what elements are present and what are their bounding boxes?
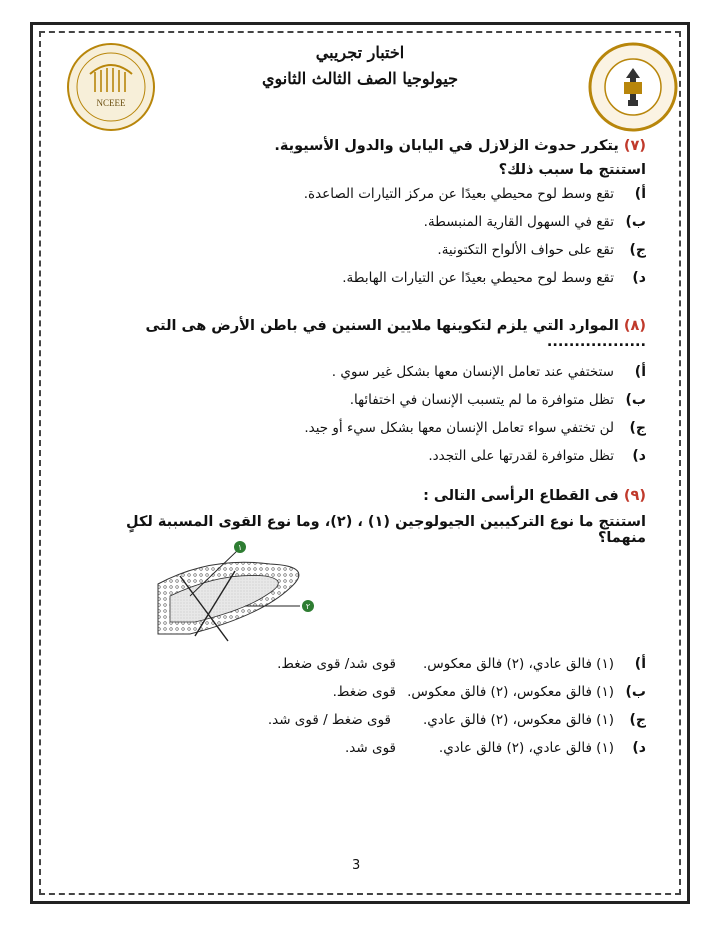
question-9-number: (٩) <box>623 488 646 504</box>
label-1-text: ١ <box>237 543 243 552</box>
question-7-head <box>86 138 646 154</box>
option-8b[interactable]: ب) تظل متوافرة ما لم يتسبب الإنسان في اختفائها. <box>349 392 646 408</box>
option-8a[interactable]: أ) ستختفي عند تعامل الإنسان معها بشكل غير سوي . <box>331 364 646 380</box>
question-9-options <box>76 656 646 768</box>
question-9-head <box>76 488 646 504</box>
option-9c[interactable]: ج) (١) فالق معكوس، (٢) فالق عادي. قوى ضغط / قوى شد. <box>267 712 646 728</box>
option-9d-force: قوى شد. <box>345 740 396 756</box>
exam-header <box>230 40 490 92</box>
option-9a[interactable]: أ) (١) فالق عادي، (٢) فالق معكوس. قوى شد/ قوى ضغط. <box>277 656 646 672</box>
question-7-text: يتكرر حدوث الزلازل في اليابان والدول الأسيوية. <box>274 138 619 154</box>
option-9b[interactable]: ب) (١) فالق معكوس، (٢) فالق معكوس. قوى ضغط. <box>332 684 646 700</box>
option-9d[interactable]: د) (١) فالق عادي، (٢) فالق عادي. قوى شد. <box>345 740 646 756</box>
exam-title: اختبار تجريبي <box>315 43 405 62</box>
question-7 <box>86 138 646 298</box>
option-8d[interactable]: د) تظل متوافرة لقدرتها على التجدد. <box>428 448 646 464</box>
nceee-logo-text: NCEEE <box>96 98 126 108</box>
option-8c[interactable]: ج) لن تختفي سواء تعامل الإنسان معها بشكل سيء أو جيد. <box>304 420 646 436</box>
option-9b-force: قوى ضغط. <box>332 684 396 700</box>
option-9a-force: قوى شد/ قوى ضغط. <box>277 656 396 672</box>
question-7-prompt: استنتج ما سبب ذلك؟ <box>498 162 646 178</box>
option-7c[interactable]: ج) تقع على حواف الألواح التكتونية. <box>437 242 646 258</box>
label-2-text: ٢ <box>305 602 311 611</box>
option-7a[interactable]: أ) تقع وسط لوح محيطي بعيدًا عن مركز التيارات الصاعدة. <box>303 186 646 202</box>
option-9c-force: قوى ضغط / قوى شد. <box>267 712 391 728</box>
question-8-text: الموارد التي يلزم لتكوينها ملايين السنين في باطن الأرض هى التى .................. <box>145 318 646 350</box>
page-number: 3 <box>352 858 361 873</box>
question-9-text: فى القطاع الرأسى التالى : <box>423 488 619 504</box>
geological-section-diagram <box>150 536 340 644</box>
nceee-logo <box>66 42 156 132</box>
question-8-number: (٨) <box>623 318 646 334</box>
question-8 <box>76 318 646 476</box>
question-9-prompt: استنتج ما نوع التركيبين الجيولوجين (١) ، (٢)، وما نوع القوى المسببة لكلٍ منهما؟ <box>126 514 646 546</box>
ministry-logo <box>588 42 678 132</box>
option-7b[interactable]: ب) تقع في السهول القارية المنبسطة. <box>423 214 646 230</box>
question-8-head <box>76 318 646 350</box>
question-7-number: (٧) <box>623 138 646 154</box>
option-7d[interactable]: د) تقع وسط لوح محيطي بعيدًا عن التيارات الهابطة. <box>342 270 646 286</box>
exam-subject: جيولوجيا الصف الثالث الثانوي <box>261 69 459 88</box>
